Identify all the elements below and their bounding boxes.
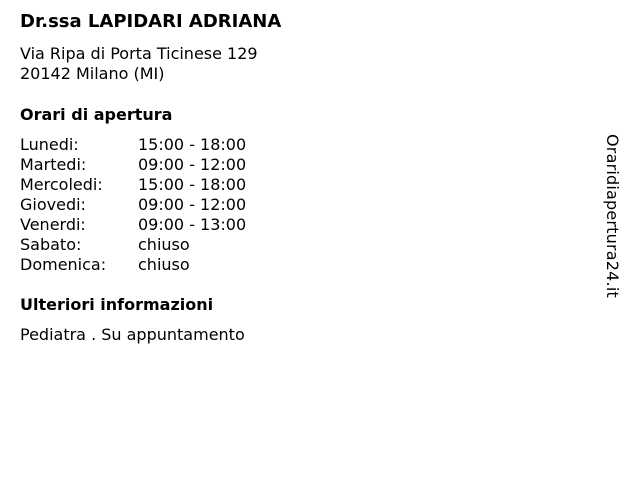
address-block: [20, 44, 600, 84]
page-title: Dr.ssa LAPIDARI ADRIANA: [20, 11, 282, 32]
hours-row-friday: [20, 215, 246, 235]
day-label: Giovedi:: [20, 195, 86, 214]
day-label: Lunedi:: [20, 135, 79, 154]
day-label: Sabato:: [20, 235, 82, 254]
day-label: Martedi:: [20, 155, 87, 174]
day-label: Mercoledi:: [20, 175, 103, 194]
business-card: [20, 10, 600, 345]
hours-value: 15:00 - 18:00: [138, 135, 247, 154]
hours-value: 15:00 - 18:00: [138, 175, 247, 194]
day-label: Domenica:: [20, 255, 107, 274]
opening-hours-table: [20, 135, 246, 275]
hours-row-sunday: [20, 255, 246, 275]
address-city: 20142 Milano (MI): [20, 64, 165, 83]
hours-row-saturday: [20, 235, 246, 255]
hours-row-tuesday: [20, 155, 246, 175]
more-info-heading: Ulteriori informazioni: [20, 295, 214, 314]
more-info-text: Pediatra . Su appuntamento: [20, 325, 245, 344]
hours-row-thursday: [20, 195, 246, 215]
hours-value: 09:00 - 13:00: [138, 215, 247, 234]
hours-row-monday: [20, 135, 246, 155]
hours-value: 09:00 - 12:00: [138, 155, 247, 174]
brand-watermark: Oraridiapertura24.it: [603, 134, 622, 298]
hours-value: chiuso: [138, 255, 190, 274]
opening-hours-heading: Orari di apertura: [20, 105, 173, 124]
hours-value: chiuso: [138, 235, 190, 254]
address-street: Via Ripa di Porta Ticinese 129: [20, 44, 258, 63]
day-label: Venerdi:: [20, 215, 86, 234]
hours-row-wednesday: [20, 175, 246, 195]
hours-value: 09:00 - 12:00: [138, 195, 247, 214]
